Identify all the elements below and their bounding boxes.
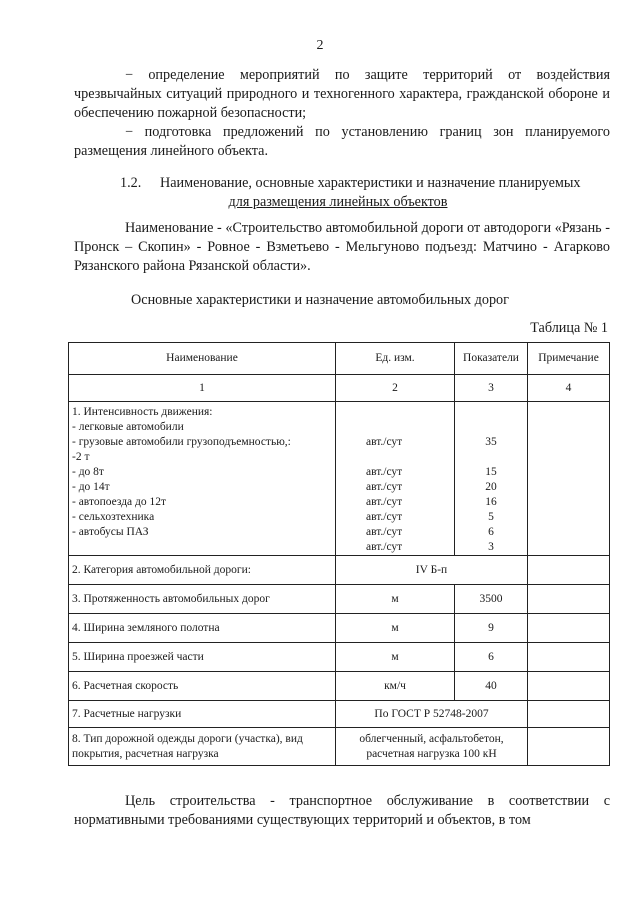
subgrade-width-name: 4. Ширина земляного полотна <box>69 614 336 643</box>
category-note <box>528 556 610 585</box>
pavement-name-line-1: 8. Тип дорожной одежды дороги (участка), вид <box>72 732 303 745</box>
traffic-name: -2 т <box>72 451 90 463</box>
table-caption: Основные характеристики и назначение автомобильных дорог <box>131 292 509 308</box>
col-number-1: 1 <box>69 375 336 402</box>
subgrade-width-value: 9 <box>455 614 528 643</box>
traffic-value: 5 <box>488 511 494 523</box>
table-row-loads <box>69 701 610 728</box>
bullet-paragraph-2: − подготовка предложений по установлению границ зон планируемого размещения линейного объекта. <box>74 124 610 159</box>
characteristics-table <box>68 342 610 766</box>
column-number-row <box>69 375 610 402</box>
pavement-note <box>528 728 610 766</box>
category-value: IV Б-п <box>336 556 528 585</box>
traffic-values <box>455 402 528 556</box>
pavement-name-line-2: покрытия, расчетная нагрузка <box>72 747 219 760</box>
speed-unit: км/ч <box>336 672 455 701</box>
table-row-length <box>69 585 610 614</box>
table-row-pavement <box>69 728 610 766</box>
length-note <box>528 585 610 614</box>
section-title-line-1: Наименование, основные характеристики и назначение планируемых <box>160 175 581 191</box>
traffic-name: 1. Интенсивность движения: <box>72 406 213 418</box>
table-row-carriageway-width <box>69 643 610 672</box>
bullet-paragraph-1: − определение мероприятий по защите территорий от воздействия чрезвычайных ситуаций природного и техногенного характера, гражданской обороне и обеспечению пожарной безопасности; <box>74 67 610 121</box>
table-number: Таблица № 1 <box>530 320 608 336</box>
traffic-unit: авт./сут <box>366 511 403 523</box>
traffic-unit: авт./сут <box>366 541 403 553</box>
section-title-line-2: для размещения линейных объектов <box>228 194 448 210</box>
loads-name: 7. Расчетные нагрузки <box>69 701 336 728</box>
traffic-unit: авт./сут <box>366 466 403 478</box>
traffic-name: - сельхозтехника <box>72 511 155 523</box>
subgrade-width-unit: м <box>336 614 455 643</box>
col-number-3: 3 <box>455 375 528 402</box>
traffic-name: - автопоезда до 12т <box>72 496 167 508</box>
header-unit: Ед. изм. <box>336 343 455 375</box>
carriageway-width-unit: м <box>336 643 455 672</box>
traffic-unit: авт./сут <box>366 436 403 448</box>
carriageway-width-name: 5. Ширина проезжей части <box>69 643 336 672</box>
table-header-row <box>69 343 610 375</box>
traffic-name: - грузовые автомобили грузоподъемностью,: <box>72 436 291 448</box>
table-row-subgrade-width <box>69 614 610 643</box>
traffic-unit: авт./сут <box>366 496 403 508</box>
subgrade-width-note <box>528 614 610 643</box>
footer-paragraph: Цель строительства - транспортное обслуживание в соответствии с нормативными требованиями существующих территорий и объектов, в том <box>74 793 610 828</box>
traffic-unit: авт./сут <box>366 526 403 538</box>
table-row-speed <box>69 672 610 701</box>
traffic-units <box>336 402 455 556</box>
traffic-value: 35 <box>485 436 497 448</box>
traffic-value: 3 <box>488 541 494 553</box>
carriageway-width-value: 6 <box>455 643 528 672</box>
name-paragraph: Наименование - «Строительство автомобильной дороги от автодороги «Рязань - Пронск – Скопин» - Ровное - Взметьево - Мельгуново подъезд: Матчино - Агарково Рязанского района Рязанской области». <box>74 220 610 274</box>
traffic-name: - до 14т <box>72 481 110 493</box>
pavement-value-line-2: расчетная нагрузка 100 кН <box>366 747 497 760</box>
header-note: Примечание <box>528 343 610 375</box>
header-name: Наименование <box>69 343 336 375</box>
page-number: 2 <box>316 38 324 53</box>
table-row-category <box>69 556 610 585</box>
header-value: Показатели <box>455 343 528 375</box>
section-number: 1.2. <box>120 175 142 191</box>
pavement-value-line-1: облегченный, асфальтобетон, <box>359 732 504 745</box>
traffic-value: 6 <box>488 526 494 538</box>
speed-note <box>528 672 610 701</box>
traffic-note <box>528 402 610 556</box>
category-name: 2. Категория автомобильной дороги: <box>69 556 336 585</box>
traffic-value: 16 <box>485 496 497 508</box>
carriageway-width-note <box>528 643 610 672</box>
speed-name: 6. Расчетная скорость <box>69 672 336 701</box>
traffic-names <box>69 402 336 556</box>
loads-note <box>528 701 610 728</box>
length-name: 3. Протяженность автомобильных дорог <box>69 585 336 614</box>
pavement-value <box>336 728 528 766</box>
length-unit: м <box>336 585 455 614</box>
col-number-2: 2 <box>336 375 455 402</box>
loads-value: По ГОСТ Р 52748-2007 <box>336 701 528 728</box>
traffic-value: 20 <box>485 481 497 493</box>
traffic-name: - до 8т <box>72 466 104 478</box>
table-row-traffic <box>69 402 610 556</box>
traffic-name: - автобусы ПАЗ <box>72 526 149 538</box>
speed-value: 40 <box>455 672 528 701</box>
col-number-4: 4 <box>528 375 610 402</box>
pavement-name <box>69 728 336 766</box>
traffic-name: - легковые автомобили <box>72 421 184 433</box>
length-value: 3500 <box>455 585 528 614</box>
traffic-value: 15 <box>485 466 497 478</box>
traffic-unit: авт./сут <box>366 481 403 493</box>
